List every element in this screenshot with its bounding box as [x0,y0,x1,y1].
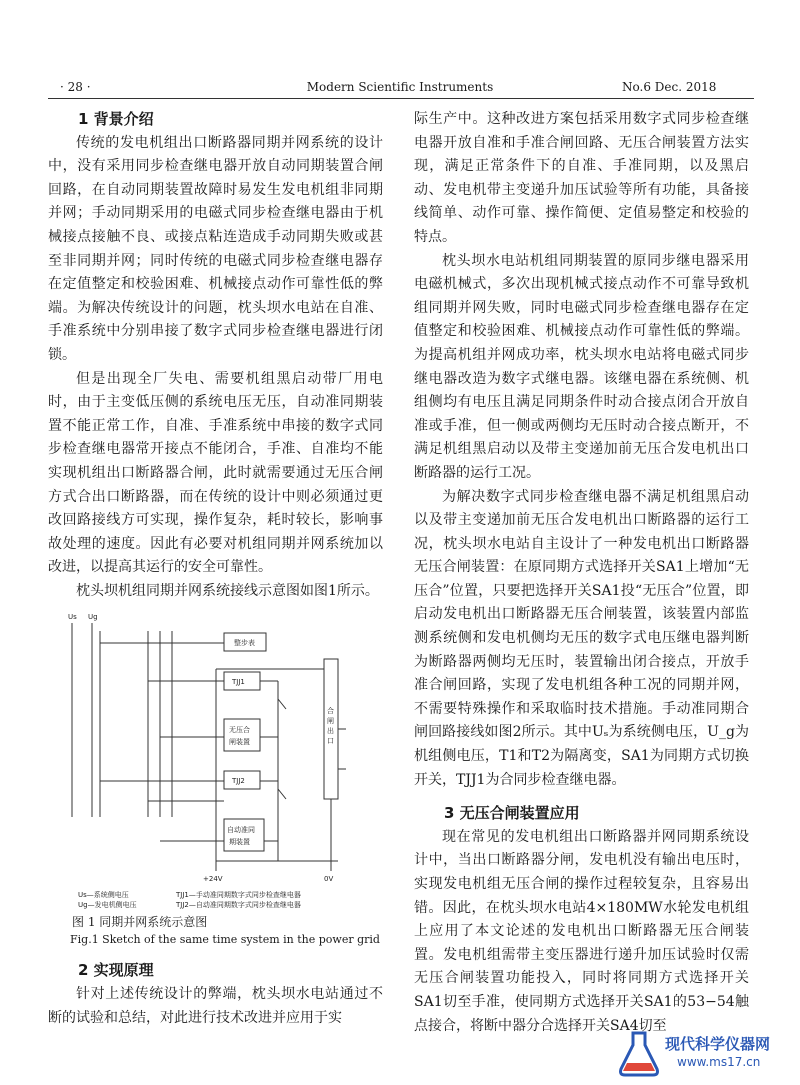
section-3-paragraph-1: 现在常见的发电机组出口断路器并网同期系统设计中，当出口断路器分闸，发电机没有输出电压时，实现发电机组无压合闸的操作过程较复杂，且容易出错。因此，在枕头坝水电站4×180MW水轮发电机组上应用了本文论述的发电机出口断路器无压合闸装置。发电机组需带主变压器进行递升加压试验时仅需无压合闸装置功能投入，同时将同期方式选择开关SA1切至手准，使同期方式选择开关SA1的53−54触点接合，将断中器分合选择开关SA4切至 [414,828,749,1034]
section-1-paragraph-3: 枕头坝机组同期并网系统接线示意图如图1所示。 [76,582,379,599]
breaker-label-4: 口 [327,737,334,746]
figure-1-caption-cn: 图 1 同期并网系统示意图 [72,915,208,930]
watermark-site-name: 现代科学仪器网 [665,1035,771,1053]
tjj2-label: TJJ2 [232,777,245,786]
flask-logo-icon [617,1029,661,1077]
page-number: · 28 · [60,80,91,94]
sync-meter-label: 整步表 [234,639,255,648]
section-2-paragraph-2: 枕头坝水电站机组同期装置的原同步继电器采用电磁机械式，多次出现机械式接点动作不可靠导致机组同期并网失败，同时电磁式同步检查继电器存在定值整定和校验困难、机械接点动作可靠性低的弊端。为提高机组并网成功率，枕头坝水电站将电磁式同步继电器改造为数字式继电器。该继电器在系统侧、机组侧均有电压且满足同期条件时动合接点闭合开放自准或手准，但一侧或两侧均无压时动合接点断开，不满足机组黑启动以及带主变递加前无压合发电机出口断路器的运行工况。 [414,252,749,481]
legend-ug: Ug—发电机侧电压 [78,901,137,910]
section-2-title: 2 实现原理 [78,961,154,980]
site-watermark [617,1027,792,1079]
auto-sync-device-label-2: 期装置 [229,838,250,847]
watermark-url: www.ms17.cn [677,1055,761,1069]
tjj1-label: TJJ1 [232,678,245,687]
breaker-label-3: 出 [327,727,334,736]
breaker-label-1: 合 [327,707,334,716]
no-voltage-device-label-1: 无压合 [229,726,250,735]
circuit-diagram [48,609,383,909]
breaker-label-2: 闸 [327,717,334,726]
right-column [414,108,749,1038]
issue-info: No.6 Dec. 2018 [622,80,717,94]
section-1-paragraph-1: 传统的发电机组出口断路器同期并网系统的设计中，没有采用同步检查继电器开放自动同期装置合闸回路，在自动同期装置故障时易发生发电机组非同期并网；手动同期采用的电磁式同步检查继电器由于机械接点接触不良、或接点粘连造成手动同期失败或甚至非同期并网；同时传统的电磁式同步检查继电器存在定值整定和校验困难、机械接点动作可靠性低的弊端。为解决传统设计的问题，枕头坝水电站在自准、手准系统中分别串接了数字式同步检查继电器进行闭锁。 [48,134,383,363]
section-2-paragraph-1-continued: 际生产中。这种改进方案包括采用数字式同步检查继电器开放自准和手准合闸回路、无压合闸装置方法实现，满足正常条件下的自准、手准同期，以及黑启动、发电机带主变递升加压试验等所有功能，具备接线简单、动作可靠、操作简便、定值易整定和校验的特点。 [414,111,749,245]
legend-tjj1: TJJ1—手动准同期数字式同步检查继电器 [176,891,301,900]
plus-24v-label: +24V [203,875,223,884]
us-label: Us [68,613,77,622]
section-2-paragraph-3: 为解决数字式同步检查继电器不满足机组黑启动以及带主变递加前无压合发电机出口断路器的运行工况，枕头坝水电站自主设计了一种发电机出口断路器无压合闸装置：在原同期方式选择开关SA1上增加“无压合”位置，只要把选择开关SA1投“无压合”位置，即启动发电机出口断路器无压合闸装置，该装置内部监测系统侧和发电机侧均无压的数字式电压继电器判断为断路器两侧均无压时，装置输出闭合接点，开放手准合闸回路，实现了发电机组各种工况的同期并网，不需要特殊操作和采取临时技术措施。手动准同期合闸回路接线如图2所示。其中Uₛ为系统侧电压，U_g为机组侧电压，T1和T2为隔离变，SA1为同期方式切换开关，TJJ1为合同步检查继电器。 [414,488,749,788]
journal-name: Modern Scientific Instruments [306,80,494,94]
legend-us: Us—系统侧电压 [78,891,129,900]
auto-sync-device-label-1: 自动准同 [227,826,255,835]
no-voltage-device-label-2: 闸装置 [229,738,250,747]
figure-1-caption-en: Fig.1 Sketch of the same time system in the power grid [70,933,380,947]
zero-v-label: 0V [324,875,334,884]
left-column [48,108,383,1030]
section-1-paragraph-2: 但是出现全厂失电、需要机组黑启动带厂用电时，由于主变低压侧的系统电压无压，自动准同期装置不能正常工作，自准、手准系统中串接的数字式同步检查继电器常开接点不能闭合，手准、自准均不能实现机组出口断路器合闸，此时就需要通过无压合闸方式合出口断路器，而在传统的设计中则必须通过更改回路接线方可实现，操作复杂，耗时较长，影响事故处理的速度。因此有必要对机组同期并网系统加以改进，以提高其运行的安全可靠性。 [48,370,383,576]
section-1-title: 1 背景介绍 [78,110,154,128]
section-3-title: 3 无压合闸装置应用 [444,804,580,823]
section-2-paragraph-1: 针对上述传统设计的弊端，枕头坝水电站通过不断的试验和总结，对此进行技术改进并应用于实 [48,986,383,1026]
ug-label: Ug [88,613,98,622]
figure-1 [48,609,383,909]
header-rule [48,98,754,99]
legend-tjj2: TJJ2—自动准同期数字式同步检查继电器 [176,901,301,910]
